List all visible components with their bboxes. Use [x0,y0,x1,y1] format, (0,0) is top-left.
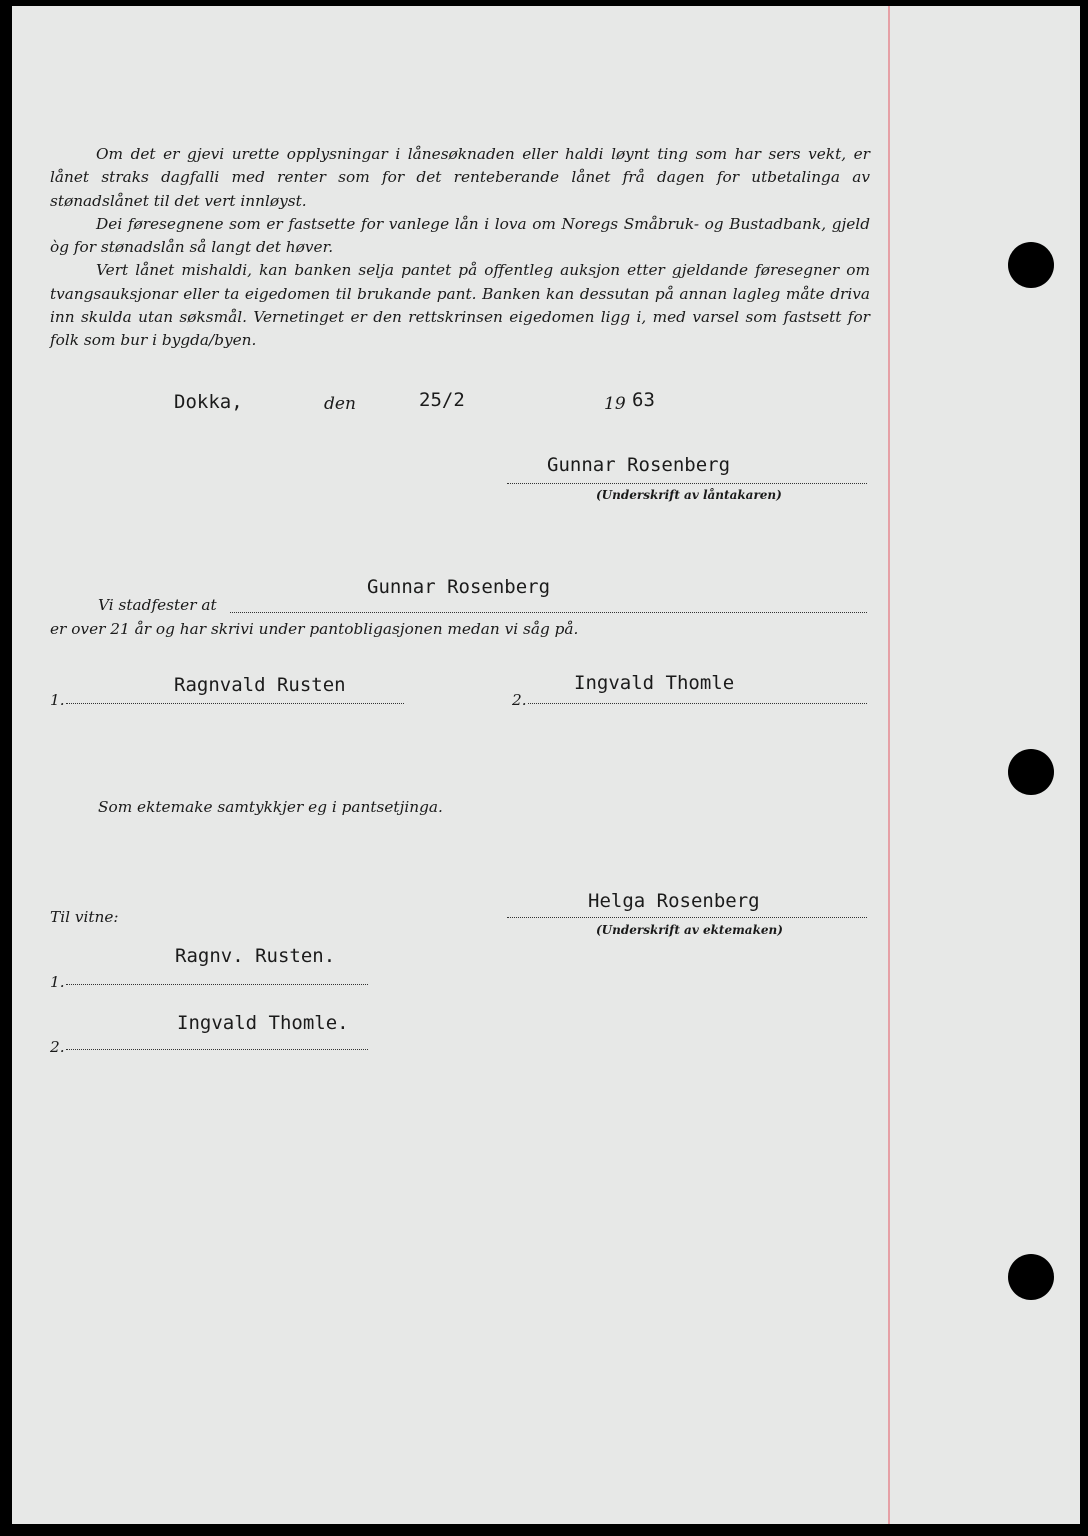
witness-signature: Ragnvald Rusten [174,674,346,696]
terms-text [50,143,870,353]
signature-line [507,483,867,484]
confirmed-name: Gunnar Rosenberg [367,576,551,598]
witness-signature: Ingvald Thomle. [177,1012,349,1034]
red-margin-line [888,6,890,1524]
spouse-caption: (Underskrift av ektemaken) [596,923,783,937]
year-suffix: 63 [632,389,655,411]
witness-line [528,703,867,704]
punch-hole [1008,242,1054,288]
confirmation-statement: er over 21 år og har skrivi under pantobligasjonen medan vi såg på. [50,620,579,638]
den-label: den [324,394,356,414]
witness-line [66,703,404,704]
witness-number: 1. [50,691,65,709]
spouse-consent: Som ektemake samtykkjer eg i pantsetjinga. [98,798,443,816]
year-prefix: 19 [604,394,626,414]
witness-number: 1. [50,973,65,991]
confirmation-intro: Vi stadfester at [98,596,217,614]
punch-hole [1008,749,1054,795]
witness-signature: Ingvald Thomle [574,672,735,694]
witness-label: Til vitne: [50,908,119,926]
place-text: Dokka, [174,391,243,413]
witness-number: 2. [50,1038,65,1056]
witness-number: 2. [512,691,527,709]
terms-paragraph-2: Dei føresegnene som er fastsette for vanlege lån i lova om Noregs Småbruk- og Bustadbank, gjeld òg for stønadslån så langt det høver. [50,214,870,257]
document-page [12,6,1080,1524]
spouse-signature: Helga Rosenberg [588,890,760,912]
date-text: 25/2 [419,389,465,411]
signature-line [507,917,867,918]
witness-signature: Ragnv. Rusten. [175,945,336,967]
witness-line [66,984,368,985]
borrower-signature: Gunnar Rosenberg [547,454,731,476]
terms-paragraph-3: Vert lånet mishaldi, kan banken selja pantet på offentleg auksjon etter gjeldande føresegner om tvangsauksjonar eller ta eigedomen til brukande pant. Banken kan dessutan på annan lagleg måte driva inn skulda utan søksmål. Vernetinget er den rettskrinsen eigedomen ligg i, med varsel som fastsett for folk som bur i bygda/byen. [50,261,870,350]
borrower-caption: (Underskrift av låntakaren) [596,488,782,502]
name-line [230,612,867,613]
punch-hole [1008,1254,1054,1300]
witness-line [66,1049,368,1050]
terms-paragraph-1: Om det er gjevi urette opplysningar i lånesøknaden eller haldi løynt ting som har sers vekt, er lånet straks dagfalli med renter som for det renteberande lånet frå dagen for utbetalinga av stønadslånet til det vert innløyst. [50,145,870,210]
